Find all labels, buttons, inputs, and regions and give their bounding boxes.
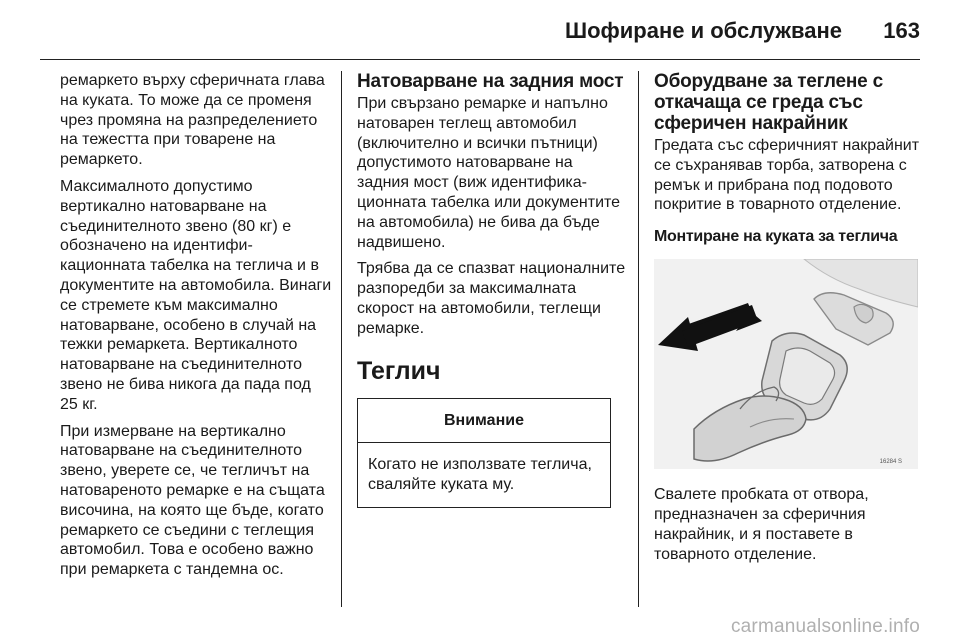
paragraph: ремаркето върху сферичната глава на куката. То може да се променя чрез промяна на разпределението на тежестта при товарене на ремаркето. xyxy=(60,72,325,169)
paragraph: При свързано ремарке и напълно натоварен теглещ автомобил (включително и всички пътници) допустимото натоварване на задния мост (виж идентифика-ционната табелка или документите на автомобила) не бива да бъде надвишено. xyxy=(357,95,621,251)
watermark: carmanualsonline.info xyxy=(730,616,920,637)
column-divider-1 xyxy=(341,71,342,607)
warning-title: Внимание xyxy=(358,399,610,444)
section-heading: Оборудване за теглене с откачаща се греда със сферичен накрайник xyxy=(654,71,883,134)
paragraph: Гредата със сферичният накрайнит се съхранявав торба, затворена с ремък и прибрана под подовото покритие в товарното отделение. xyxy=(654,137,920,214)
header-rule xyxy=(40,59,920,60)
section-heading: Натоварване на задния мост xyxy=(357,71,624,92)
chapter-title: Теглич xyxy=(357,356,441,385)
warning-text: Когато не използвате теглича, сваляйте куката му. xyxy=(368,456,592,494)
paragraph: Трябва да се спазват националните разпоредби за максималната скорост на автомобили, теглещи ремарке. xyxy=(357,260,626,337)
column-1 xyxy=(60,71,332,587)
subsection-heading: Монтиране на куката за теглича xyxy=(654,228,898,246)
paragraph: Свалете пробката от отвора, предназначен за сферичния накрайник, и я поставете в товарното отделение. xyxy=(654,486,869,563)
column-2 xyxy=(357,71,627,508)
figure-code: 16284 S xyxy=(879,459,902,466)
header-title: Шофиране и обслужване xyxy=(564,18,842,43)
page-number: 163 xyxy=(883,18,920,43)
column-divider-2 xyxy=(638,71,639,607)
warning-box xyxy=(357,398,611,509)
tow-hook-illustration xyxy=(654,259,918,469)
tow-hook-drawing xyxy=(654,259,918,469)
column-3 xyxy=(654,71,924,571)
page-header xyxy=(40,0,920,58)
paragraph: Максималното допустимо вертикално натоварване на съединителното звено (80 кг) е обозначено на идентифи-кационната табелка на теглича и в документите на автомобила. Винаги се стремете към максимално натоварване, особено в случай на тежки ремаркета. Вертикалното натоварване на съединителното звено не бива никога да пада под 25 кг. xyxy=(60,177,332,413)
paragraph: При измерване на вертикално натоварване на съединителното звено, уверете се, че тегличът на натовареното ремарке е на същата височина, на която ще бъде, когато ремаркето се съедини с теглещия автомобил. Това е особено важно при ремаркета с тандемна ос. xyxy=(60,422,325,579)
